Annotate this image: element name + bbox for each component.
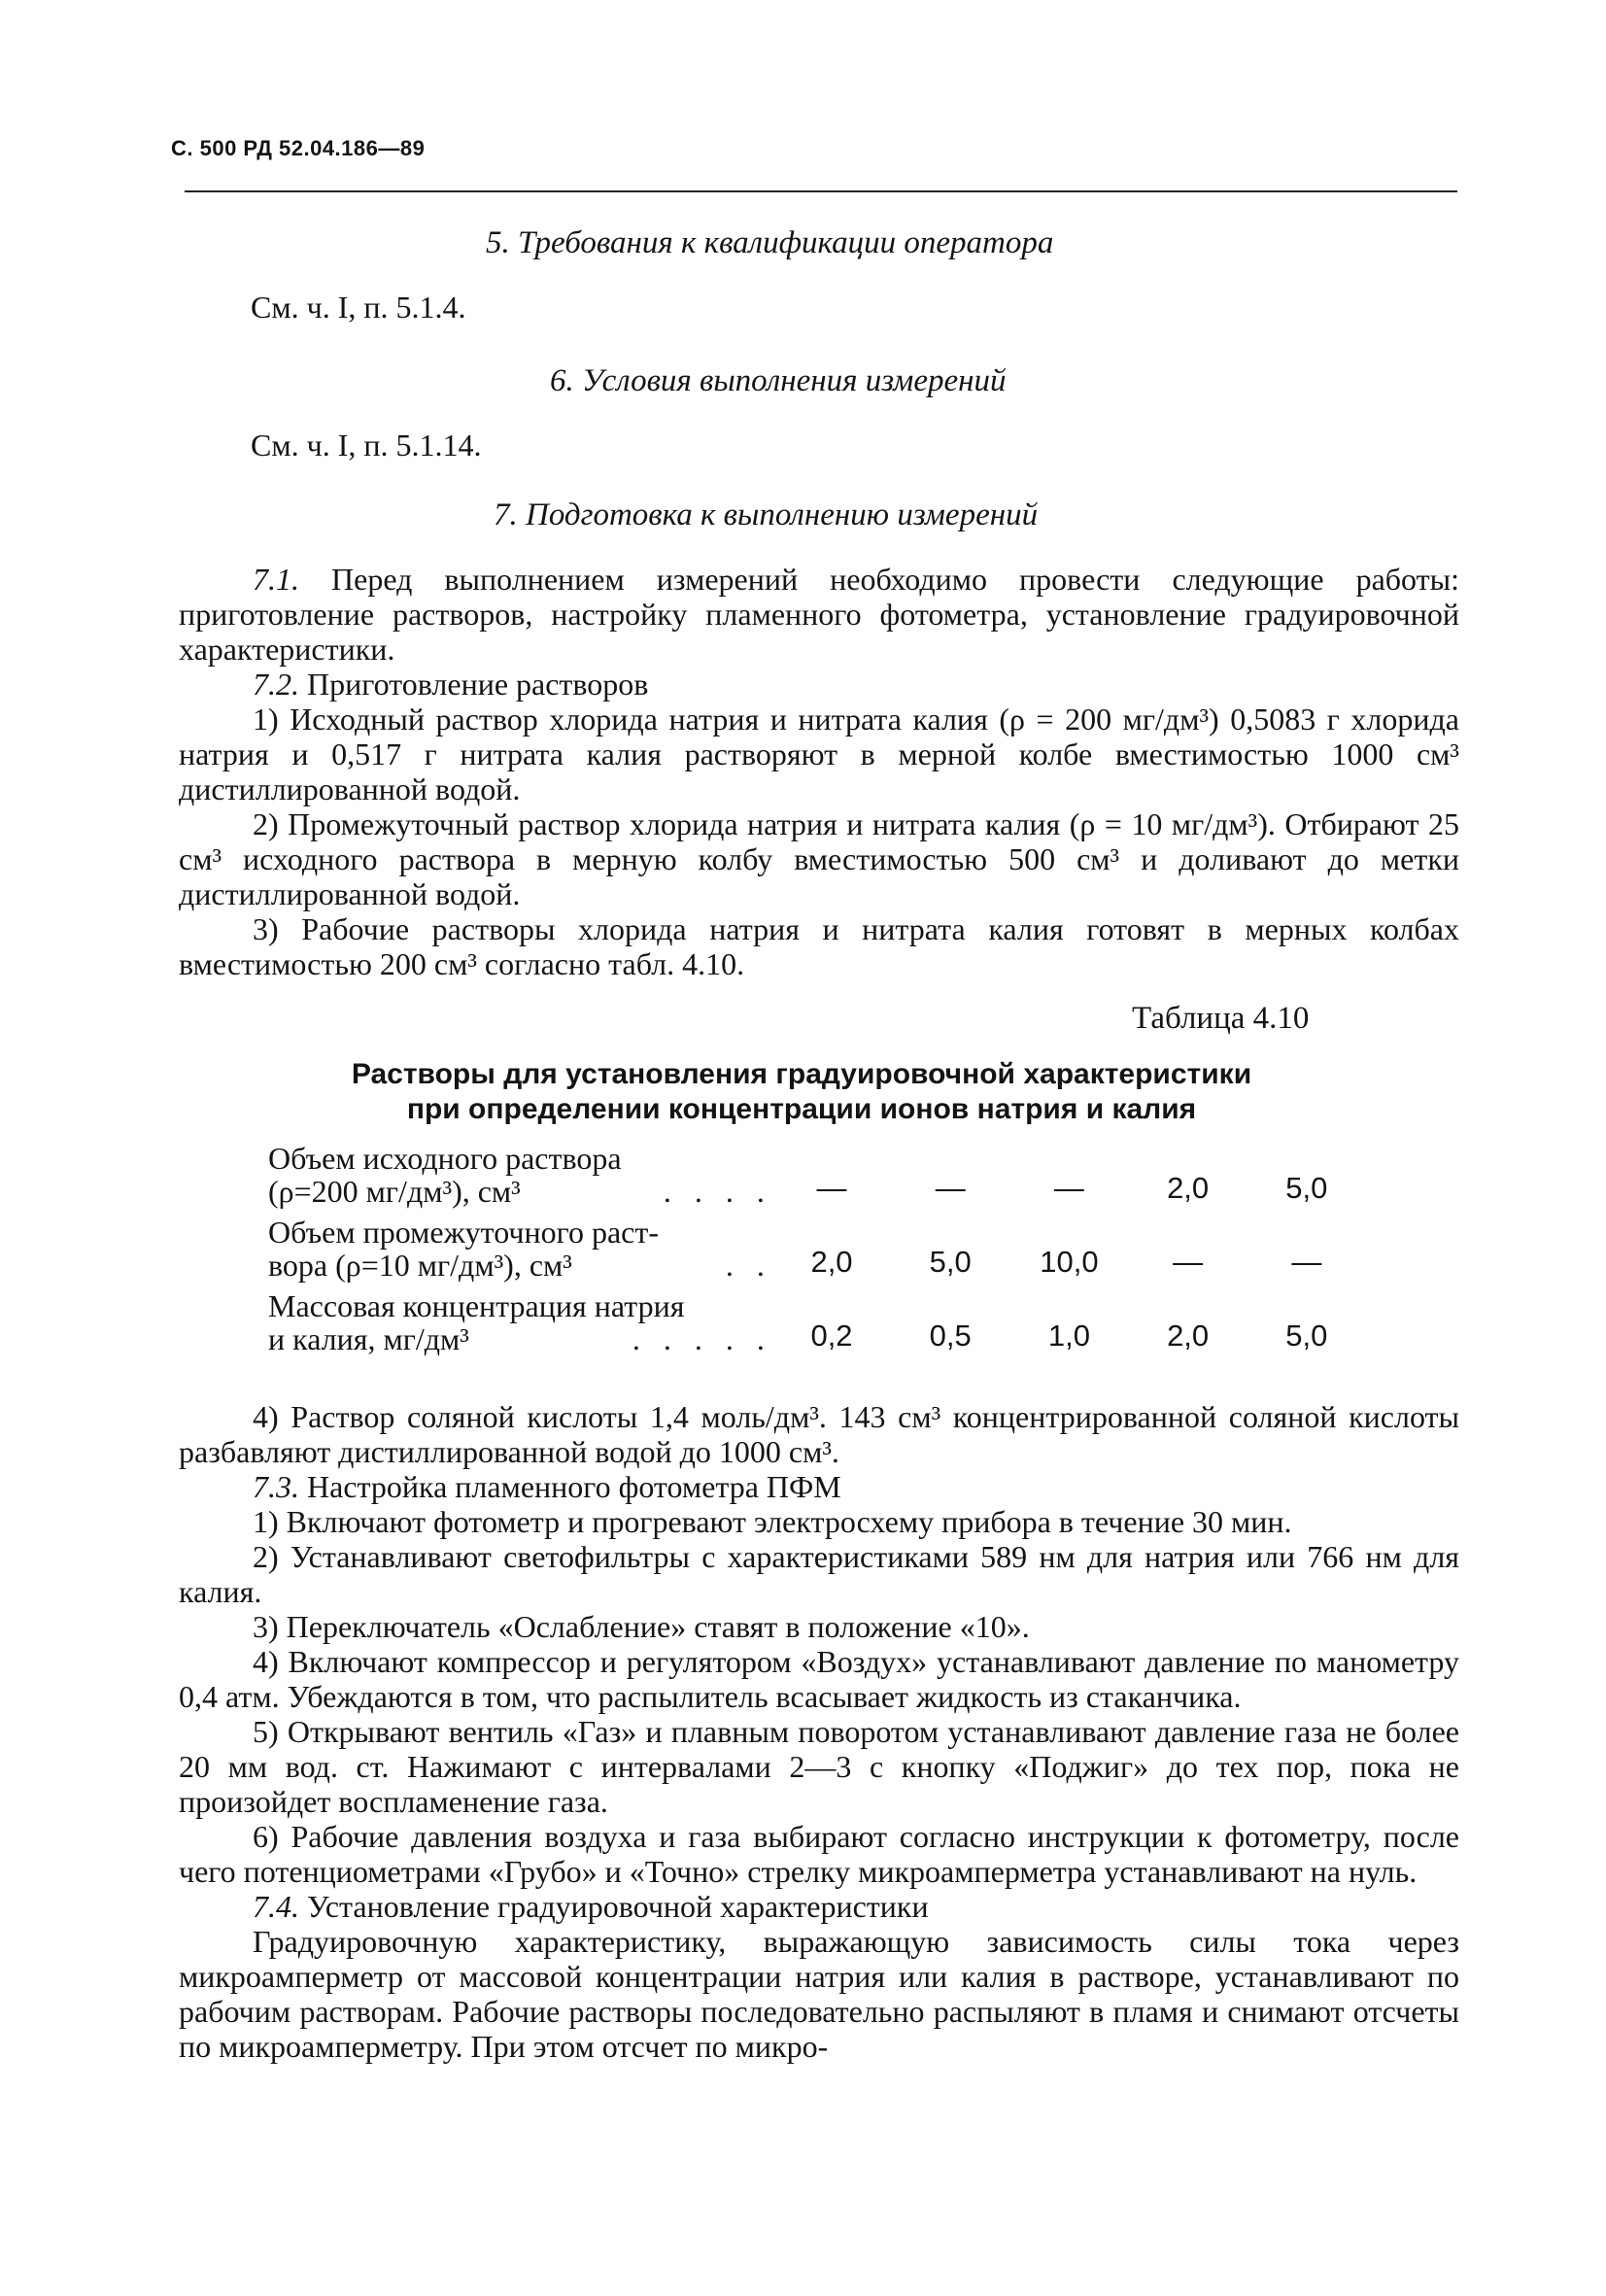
table-cell: 5,0 [929, 1245, 972, 1279]
body-text-upper [179, 562, 1459, 981]
table-cell: 5,0 [1285, 1319, 1328, 1353]
clause-number: 7.2. [253, 667, 299, 702]
table-cell: 10,0 [1040, 1245, 1099, 1279]
table-title [243, 1057, 1360, 1127]
paragraph-7-3-item-3: 3) Переключатель «Ослабление» ставят в положение «10». [253, 1609, 1030, 1644]
table-title-line-2: при определении концентрации ионов натрия и калия [406, 1093, 1197, 1125]
paragraph-7-4-body: Градуировочную характеристику, выражающую зависимость силы тока через микроамперметр от массовой концентрации натрия или калия в растворе, устанавливают по рабочим растворам. Рабочие растворы последовательно распыляют в пламя и снимают отсчеты по микроамперметру. При этом отсчет по микро- [179, 1924, 1459, 2064]
section-5-title: 5. Требования к квалификации оператора [486, 225, 1054, 260]
table-row [268, 1142, 1366, 1216]
paragraph-7-2-item-2: 2) Промежуточный раствор хлорида натрия и нитрата калия (ρ = 10 мг/дм³). Отбирают 25 см³ исходного раствора в мерную колбу вместимостью 500 см³ и доливают до метки дистиллированной водой. [179, 806, 1459, 911]
table-cell: 2,0 [810, 1245, 853, 1279]
table-cell: — [1291, 1245, 1322, 1279]
section-6-title: 6. Условия выполнения измерений [550, 363, 1007, 398]
row-label [268, 1289, 772, 1363]
row-label-line-2: и калия, мг/дм³ [268, 1321, 469, 1356]
clause-number: 7.4. [253, 1889, 299, 1924]
table-cell: 2,0 [1167, 1319, 1210, 1353]
paragraph-text: Приготовление растворов [307, 667, 649, 702]
paragraph-7-3-item-2: 2) Устанавливают светофильтры с характеристиками 589 нм для натрия или 766 нм для калия. [179, 1539, 1459, 1609]
paragraph-text: Настройка пламенного фотометра ПФМ [307, 1469, 841, 1504]
table-cell: 1,0 [1047, 1319, 1090, 1353]
header-rule [185, 190, 1457, 192]
row-label-line-2: вора (ρ=10 мг/дм³), см³ [268, 1248, 572, 1283]
row-label [268, 1142, 772, 1216]
paragraph-text: Установление градуировочной характеристики [307, 1889, 929, 1924]
paragraph-7-2-item-1: 1) Исходный раствор хлорида натрия и нитрата калия (ρ = 200 мг/дм³) 0,5083 г хлорида натрия и 0,517 г нитрата калия растворяют в мерной колбе вместимостью 1000 см³ дистиллированной водой. [179, 702, 1459, 806]
table-cell: — [816, 1171, 847, 1205]
table-cell: — [1053, 1171, 1084, 1205]
paragraph-text: Перед выполнением измерений необходимо провести следующие работы: приготовление растворов, настройку пламенного фотометра, установление градуировочной характеристики. [179, 562, 1460, 667]
leader-dots: . . [725, 1248, 772, 1283]
paragraph-7-4-heading [179, 1889, 1459, 1924]
paragraph-7-2-item-3: 3) Рабочие растворы хлорида натрия и нитрата калия готовят в мерных колбах вместимостью 200 см³ согласно табл. 4.10. [179, 911, 1459, 981]
leader-dots: . . . . [663, 1174, 772, 1209]
section-6-reference: См. ч. I, п. 5.1.14. [251, 428, 482, 463]
paragraph-7-3-heading [179, 1469, 1459, 1504]
table-cell: 0,2 [810, 1319, 853, 1353]
table-cell: — [935, 1171, 966, 1205]
table-label: Таблица 4.10 [1132, 1001, 1310, 1036]
section-5-reference: См. ч. I, п. 5.1.4. [251, 290, 466, 325]
clause-number: 7.3. [253, 1469, 299, 1504]
running-head: С. 500 РД 52.04.186—89 [171, 136, 426, 160]
table-cell: — [1173, 1245, 1204, 1279]
paragraph-7-3-item-5: 5) Открывают вентиль «Газ» и плавным поворотом устанавливают давление газа не более 20 мм вод. ст. Нажимают с интервалами 2—3 с кнопку «Поджиг» до тех пор, пока не произойдет воспламенение газа. [179, 1714, 1459, 1819]
row-label-line-1: Массовая концентрация натрия [268, 1288, 685, 1323]
body-text-lower [179, 1399, 1459, 2064]
section-7-title: 7. Подготовка к выполнению измерений [494, 497, 1039, 532]
table-row [268, 1216, 1366, 1289]
table-cell: 2,0 [1167, 1171, 1210, 1205]
row-label [268, 1216, 772, 1289]
row-label-line-1: Объем исходного раствора [268, 1141, 622, 1176]
paragraph-7-2-item-4: 4) Раствор соляной кислоты 1,4 моль/дм³. 143 см³ концентрированной соляной кислоты разбавляют дистиллированной водой до 1000 см³. [179, 1399, 1459, 1469]
solutions-table [268, 1142, 1366, 1363]
table-row [268, 1289, 1366, 1363]
row-label-line-1: Объем промежуточного раст- [268, 1215, 659, 1250]
row-label-line-2: (ρ=200 мг/дм³), см³ [268, 1174, 521, 1209]
leader-dots: . . . . . [632, 1321, 772, 1356]
paragraph-7-3-item-6: 6) Рабочие давления воздуха и газа выбирают согласно инструкции к фотометру, после чего потенциометрами «Грубо» и «Точно» стрелку микроамперметра устанавливают на нуль. [179, 1819, 1459, 1889]
paragraph-7-3-item-1: 1) Включают фотометр и прогревают электросхему прибора в течение 30 мин. [253, 1504, 1292, 1539]
paragraph-7-2-heading [179, 667, 1459, 702]
clause-number: 7.1. [253, 562, 299, 597]
table-cell: 0,5 [929, 1319, 972, 1353]
table-cell: 5,0 [1285, 1171, 1328, 1205]
paragraph-7-1 [179, 562, 1459, 667]
paragraph-7-3-item-4: 4) Включают компрессор и регулятором «Воздух» устанавливают давление по манометру 0,4 атм. Убеждаются в том, что распылитель всасывает жидкость из стаканчика. [179, 1644, 1459, 1714]
table-title-line-1: Растворы для установления градуировочной характеристики [351, 1058, 1252, 1090]
